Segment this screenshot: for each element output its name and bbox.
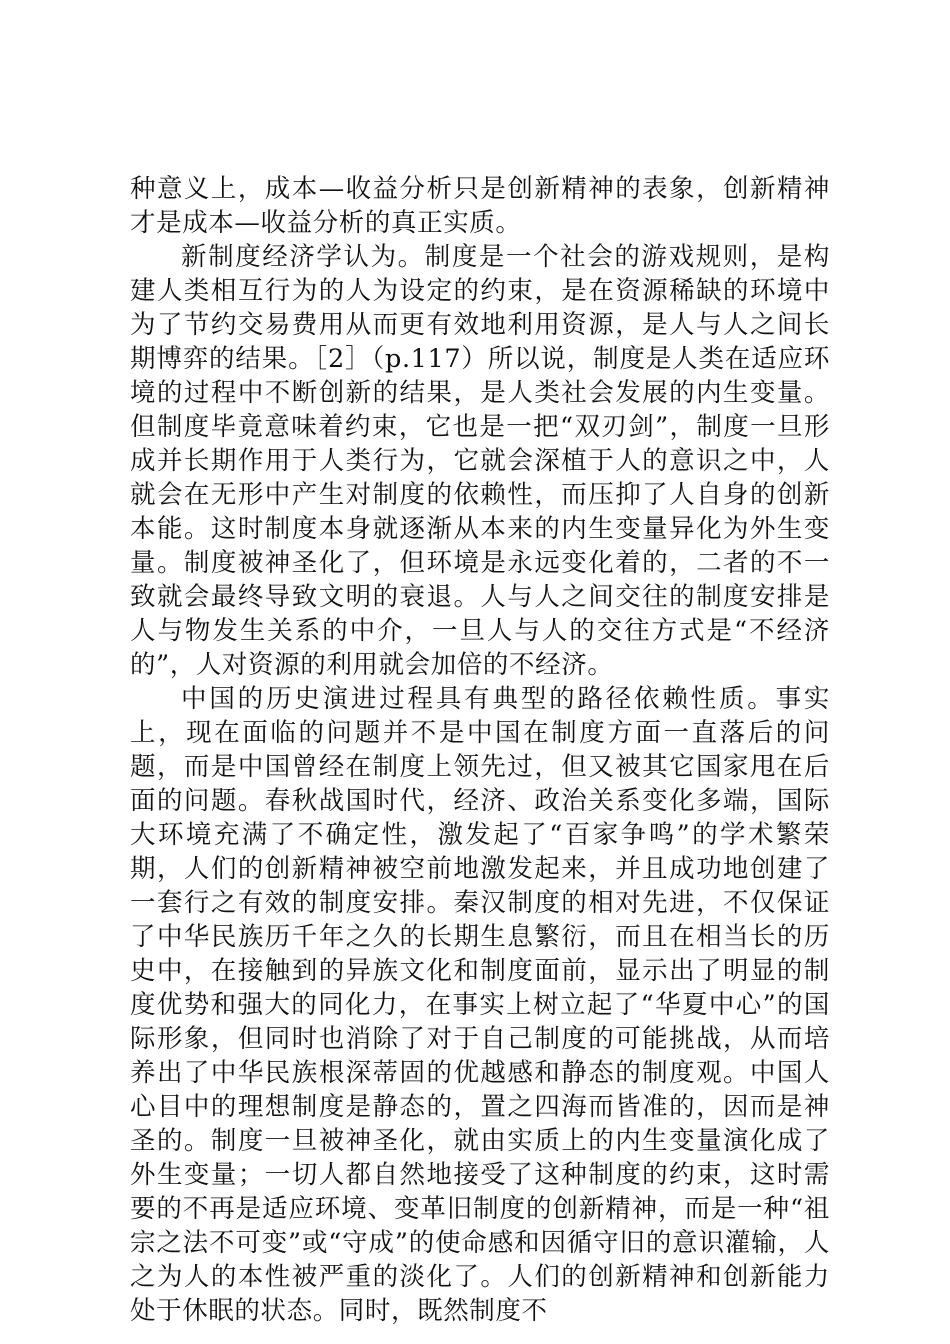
document-body — [130, 172, 830, 1328]
paragraph-1: 种意义上，成本—收益分析只是创新精神的表象，创新精神才是成本—收益分析的真正实质。 — [130, 174, 830, 238]
paragraph-2: 新制度经济学认为。制度是一个社会的游戏规则，是构建人类相互行为的人为设定的约束，是在资源稀缺的环境中为了节约交易费用从而更有效地利用资源，是人与人之间长期博弈的结果。［2］（p.117）所以说，制度是人类在适应环境的过程中不断创新的结果，是人类社会发展的内生变量。但制度毕竟意味着约束，它也是一把“双刃剑”，制度一旦形成并长期作用于人类行为，它就会深植于人的意识之中，人就会在无形中产生对制度的依赖性，而压抑了人自身的创新本能。这时制度本身就逐渐从本来的内生变量异化为外生变量。制度被神圣化了，但环境是永远变化着的，二者的不一致就会最终导致文明的衰退。人与人之间交往的制度安排是人与物发生关系的中介，一旦人与人的交往方式是“不经济的”，人对资源的利用就会加倍的不经济。 — [130, 242, 830, 680]
paragraph-3: 中国的历史演进过程具有典型的路径依赖性质。事实上，现在面临的问题并不是中国在制度方面一直落后的问题，而是中国曾经在制度上领先过，但又被其它国家甩在后面的问题。春秋战国时代，经济、政治关系变化多端，国际大环境充满了不确定性，激发起了“百家争鸣”的学术繁荣期，人们的创新精神被空前地激发起来，并且成功地创建了一套行之有效的制度安排。秦汉制度的相对先进，不仅保证了中华民族历千年之久的长期生息繁衍，而且在相当长的历史中，在接触到的异族文化和制度面前，显示出了明显的制度优势和强大的同化力，在事实上树立起了“华夏中心”的国际形象，但同时也消除了对于自己制度的可能挑战，从而培养出了中华民族根深蒂固的优越感和静态的制度观。中国人心目中的理想制度是静态的，置之四海而皆准的，因而是神圣的。制度一旦被神圣化，就由实质上的内生变量演化成了外生变量；一切人都自然地接受了这种制度的约束，这时需要的不再是适应环境、变革旧制度的创新精神，而是一种“祖宗之法不可变”或“守成”的使命感和因循守旧的意识灌输，人之为人的本性被严重的淡化了。人们的创新精神和创新能力处于休眠的状态。同时，既然制度不 — [130, 684, 830, 1326]
